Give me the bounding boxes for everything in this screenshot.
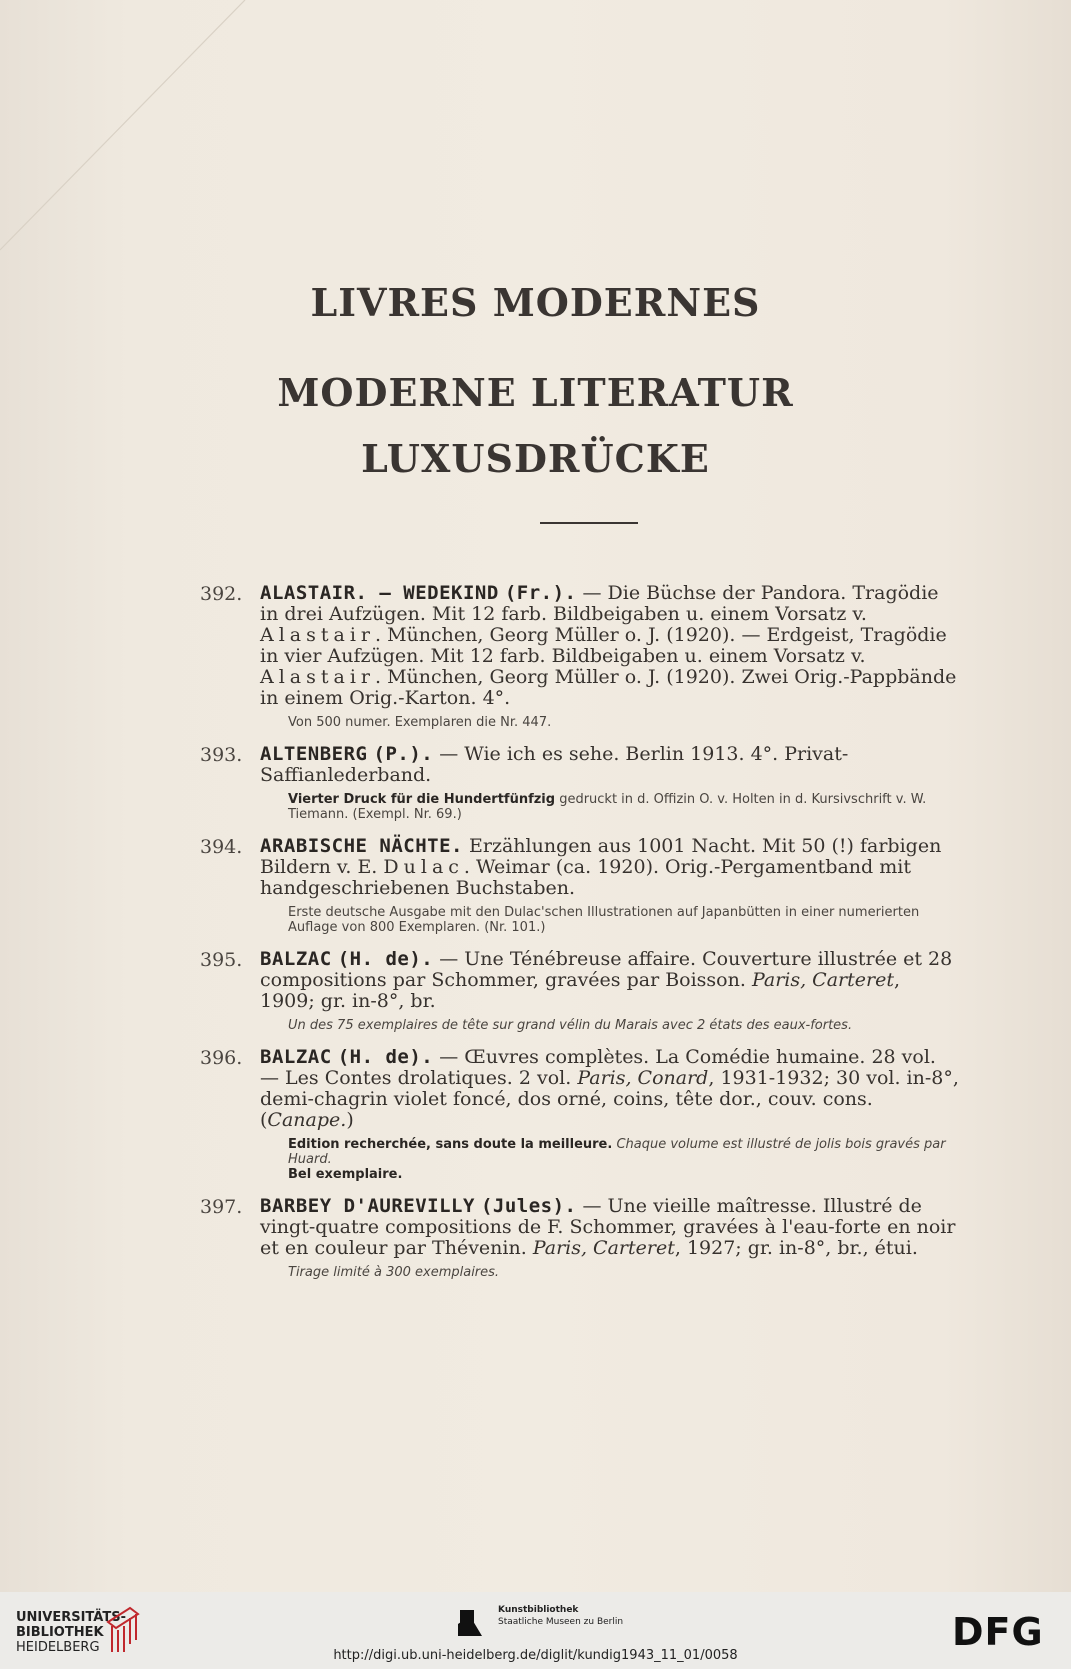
- kunstbibliothek-label: [498, 1604, 623, 1628]
- entry-text-3: . München, Georg Müller o. J. (1920). Zwei Orig.-Pappbände in einem Orig.-Karton. 4°.: [260, 666, 957, 709]
- entry-text: — Œuvres complètes. La Comédie humaine. 28 vol. — Les Contes drolatiques. 2 vol.: [260, 1046, 936, 1089]
- kb-line-1: Kunstbibliothek: [498, 1605, 579, 1615]
- uni-line-1: UNIVERSITÄTS-: [16, 1610, 126, 1625]
- uni-heidelberg-logo-icon[interactable]: [104, 1604, 144, 1654]
- entry-note-italic: Chaque volume est illustré de jolis bois gravés par Huard.: [288, 1137, 946, 1167]
- entry-text: — Une vieille maîtresse. Illustré de vingt-quatre compositions de F. Schommer, gravées à l'eau-forte en noir et en couleur par Thévenin.: [260, 1195, 956, 1259]
- entry-description: [260, 949, 960, 1012]
- entry-spaced-name-2: Alastair: [260, 666, 375, 688]
- footer-bar: [0, 1592, 1071, 1669]
- kunstbibliothek-logo-icon[interactable]: [456, 1606, 490, 1640]
- entry-text-2: , 1931-1932; 30 vol. in-8°, demi-chagrin violet foncé, dos orné, coins, tête dor., couv. cons. (: [260, 1067, 959, 1131]
- entry-text-2: . München, Georg Müller o. J. (1920). — Erdgeist, Tragödie in vier Aufzügen. Mit 12 farb. Bildbeigaben u. einem Vorsatz v.: [260, 624, 947, 667]
- title-moderne-literatur: MODERNE LITERATUR: [277, 370, 794, 415]
- title-divider: [540, 522, 638, 524]
- entry-description: [260, 583, 960, 709]
- kb-line-2: Staatliche Museen zu Berlin: [498, 1617, 624, 1627]
- catalog-entry-395: [200, 949, 960, 1033]
- entry-note: Von 500 numer. Exemplaren die Nr. 447.: [288, 715, 552, 730]
- entry-description: [260, 1047, 960, 1131]
- catalog-entry-397: [200, 1196, 960, 1280]
- uni-line-2: BIBLIOTHEK: [16, 1625, 104, 1640]
- entry-note-bold: Vierter Druck für die Hundertfünfzig: [288, 792, 556, 807]
- entry-author-initials: (Fr.).: [504, 582, 577, 604]
- entry-author-initials: (H. de).: [337, 1046, 434, 1068]
- title-luxusdrucke: LUXUSDRÜCKE: [361, 436, 710, 481]
- entry-number: 397.: [200, 1196, 243, 1218]
- entry-number: 395.: [200, 949, 243, 971]
- entry-author-initials: (P.).: [373, 743, 434, 765]
- entry-text-3: ): [346, 1109, 354, 1131]
- entry-description: [260, 1196, 960, 1259]
- entry-binder: Canape.: [267, 1109, 347, 1131]
- entry-spaced-name: Alastair: [260, 624, 375, 646]
- catalog-entries: [200, 583, 960, 1294]
- entry-author: BARBEY D'AUREVILLY: [260, 1195, 475, 1217]
- entry-note-bold-2: Bel exemplaire.: [288, 1167, 403, 1182]
- entry-note: Tirage limité à 300 exemplaires.: [288, 1265, 500, 1280]
- entry-author-initials: (Jules).: [480, 1195, 577, 1217]
- catalog-entry-396: [200, 1047, 960, 1182]
- entry-number: 392.: [200, 583, 243, 605]
- catalog-entry-393: [200, 744, 960, 822]
- entry-text-2: . Weimar (ca. 1920). Orig.-Pergamentband mit handgeschriebenen Buchstaben.: [260, 856, 911, 899]
- entry-note: [288, 792, 960, 822]
- entry-description: [260, 836, 960, 899]
- entry-description: [260, 744, 960, 786]
- entry-publisher: Paris, Conard: [577, 1067, 709, 1089]
- permalink-url[interactable]: http://digi.ub.uni-heidelberg.de/diglit/kundig1943_11_01/0058: [333, 1648, 738, 1663]
- entry-publisher: Paris, Carteret: [751, 969, 894, 991]
- entry-number: 394.: [200, 836, 243, 858]
- entry-text: — Wie ich es sehe. Berlin 1913. 4°. Privat-Saffianlederband.: [260, 743, 849, 786]
- entry-spaced-name: Dulac: [383, 856, 464, 878]
- entry-note-bold: Edition recherchée, sans doute la meilleure.: [288, 1137, 613, 1152]
- entry-note-text: gedruckt in d. Offizin O. v. Holten in d. Kursivschrift v. W. Tiemann. (Exempl. Nr. 69.): [288, 792, 927, 822]
- entry-text: — Die Büchse der Pandora. Tragödie in drei Aufzügen. Mit 12 farb. Bildbeigaben u. einem Vorsatz v.: [260, 582, 939, 625]
- entry-publisher: Paris, Carteret: [532, 1237, 675, 1259]
- uni-line-3: HEIDELBERG: [16, 1640, 100, 1655]
- entry-author-initials: (H. de).: [337, 948, 434, 970]
- entry-author: BALZAC: [260, 1046, 332, 1068]
- catalog-entry-392: [200, 583, 960, 730]
- entry-text: — Une Ténébreuse affaire. Couverture illustrée et 28 compositions par Schommer, gravées par Boisson.: [260, 948, 953, 991]
- entry-text-2: , 1927; gr. in-8°, br., étui.: [674, 1237, 918, 1259]
- entry-note: [288, 1137, 960, 1182]
- entry-number: 393.: [200, 744, 243, 766]
- dfg-logo[interactable]: DFG: [952, 1610, 1044, 1654]
- entry-author: BALZAC: [260, 948, 332, 970]
- entry-text-2: , 1909; gr. in-8°, br.: [260, 969, 901, 1012]
- catalog-entry-394: [200, 836, 960, 935]
- entry-number: 396.: [200, 1047, 243, 1069]
- entry-text: Erzählungen aus 1001 Nacht. Mit 50 (!) farbigen Bildern v. E.: [260, 835, 942, 878]
- entry-note: Erste deutsche Ausgabe mit den Dulac'schen Illustrationen auf Japanbütten in einer numerierten Auflage von 800 Exemplaren. (Nr. 101.): [288, 905, 920, 935]
- entry-author: ARABISCHE NÄCHTE.: [260, 835, 463, 857]
- entry-author: ALASTAIR. — WEDEKIND: [260, 582, 499, 604]
- title-livres-modernes: LIVRES MODERNES: [310, 280, 761, 325]
- entry-author: ALTENBERG: [260, 743, 368, 765]
- entry-note: Un des 75 exemplaires de tête sur grand vélin du Marais avec 2 états des eaux-fortes.: [288, 1018, 853, 1033]
